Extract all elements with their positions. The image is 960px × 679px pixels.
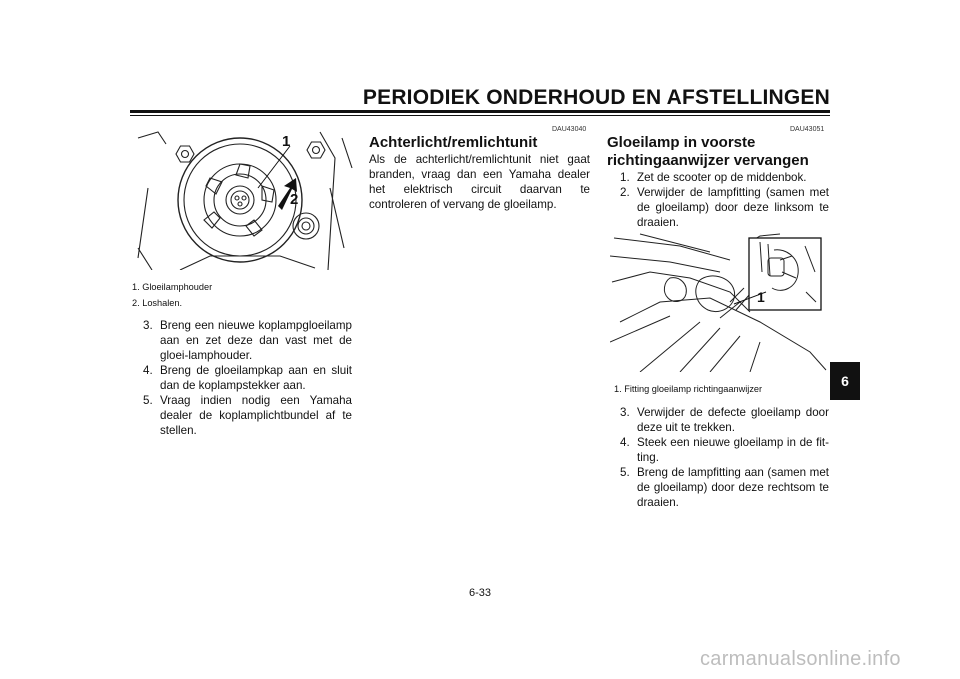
step-item — [617, 465, 829, 510]
right-steps-a — [617, 170, 829, 230]
header-rule-thick — [130, 110, 830, 113]
page-number: 6-33 — [468, 587, 492, 599]
left-figure-captions — [132, 280, 352, 310]
step-number: 4. — [143, 364, 153, 377]
headlight-bulb-holder-figure — [130, 128, 355, 270]
caption-item: 2. Loshalen. — [132, 298, 183, 308]
step-item — [617, 170, 829, 185]
step-item — [140, 393, 352, 438]
step-item — [140, 363, 352, 393]
step-text: Steek een nieuwe gloeilamp in de fit-ting. — [637, 436, 829, 464]
chapter-tab: 6 — [830, 362, 860, 400]
step-number: 5. — [143, 394, 153, 407]
step-item — [617, 435, 829, 465]
header-rule-thin — [130, 115, 830, 116]
turn-signal-bulb-socket-figure — [610, 232, 828, 372]
right-figure-caption: 1. Fitting gloeilamp richtingaanwijzer — [614, 384, 763, 394]
step-text: Breng een nieuwe koplampgloeilamp aan en zet deze dan vast met de gloei-lamphouder. — [160, 319, 352, 362]
right-steps-b — [617, 405, 829, 510]
step-text: Verwijder de defecte gloeilamp door deze uit te trekken. — [637, 406, 829, 434]
section-code: DAU43040 — [552, 126, 587, 133]
step-number: 4. — [620, 436, 630, 449]
step-number: 1. — [620, 171, 630, 184]
step-item — [140, 318, 352, 363]
left-steps — [140, 318, 352, 438]
step-number: 2. — [620, 186, 630, 199]
heading-line: richtingaanwijzer vervangen — [607, 152, 809, 169]
step-number: 3. — [620, 406, 630, 419]
figure-label-1: 1 — [282, 133, 291, 150]
step-text: Vraag indien nodig een Yamaha dealer de koplamplichtbundel af te stellen. — [160, 394, 352, 437]
figure-label-1: 1 — [757, 289, 765, 305]
section-heading — [607, 134, 837, 170]
figure-label-2: 2 — [290, 191, 299, 208]
step-item — [617, 185, 829, 230]
section-heading: Achterlicht/remlichtunit — [369, 134, 538, 151]
heading-line: Gloeilamp in voorste — [607, 134, 756, 151]
step-number: 5. — [620, 466, 630, 479]
step-text: Breng de gloeilampkap aan en sluit dan de koplampstekker aan. — [160, 364, 352, 392]
step-number: 3. — [143, 319, 153, 332]
section-body: Als de achterlicht/remlichtunit niet gaat branden, vraag dan een Yamaha dealer het elektrisch circuit daarvan te controleren of vervang de gloeilamp. — [369, 153, 590, 211]
step-text: Breng de lampfitting aan (samen met de gloeilamp) door deze rechtsom te draaien. — [637, 466, 829, 509]
page-header-title: PERIODIEK ONDERHOUD EN AFSTELLINGEN — [362, 86, 830, 109]
step-text: Zet de scooter op de middenbok. — [637, 171, 807, 184]
section-code: DAU43051 — [790, 126, 825, 133]
step-item — [617, 405, 829, 435]
step-text: Verwijder de lampfitting (samen met de gloeilamp) door deze linksom te draaien. — [637, 186, 829, 229]
caption-item: 1. Gloeilamphouder — [132, 282, 213, 292]
watermark: carmanualsonline.info — [700, 648, 901, 670]
